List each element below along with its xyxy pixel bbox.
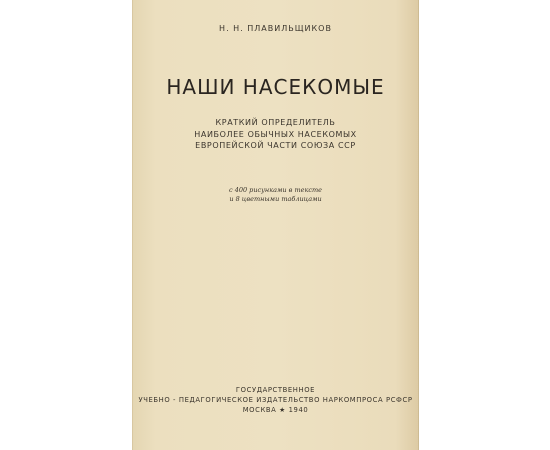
- book-title: НАШИ НАСЕКОМЫЕ: [166, 75, 385, 99]
- publisher-line: ГОСУДАРСТВЕННОЕ: [235, 386, 316, 394]
- subtitle-line: НАИБОЛЕЕ ОБЫЧНЫХ НАСЕКОМЫХ: [194, 129, 357, 139]
- subtitle-line: КРАТКИЙ ОПРЕДЕЛИТЕЛЬ: [215, 118, 336, 127]
- title-page: [133, 0, 418, 450]
- publisher-line: УЧЕБНО - ПЕДАГОГИЧЕСКОЕ ИЗДАТЕЛЬСТВО НАРКОМПРОСА РСФСР: [138, 396, 413, 404]
- author-name: Н. Н. ПЛАВИЛЬЩИКОВ: [219, 24, 332, 33]
- publisher-imprint: [133, 385, 418, 415]
- subtitle-line: ЕВРОПЕЙСКОЙ ЧАСТИ СОЮЗА ССР: [195, 141, 356, 150]
- illustrations-line: и 8 цветными таблицами: [229, 195, 322, 203]
- illustrations-line: с 400 рисунками в тексте: [228, 186, 322, 194]
- book-subtitle: [133, 117, 418, 152]
- illustrations-note: [133, 186, 418, 204]
- publisher-line: МОСКВА ★ 1940: [242, 406, 309, 414]
